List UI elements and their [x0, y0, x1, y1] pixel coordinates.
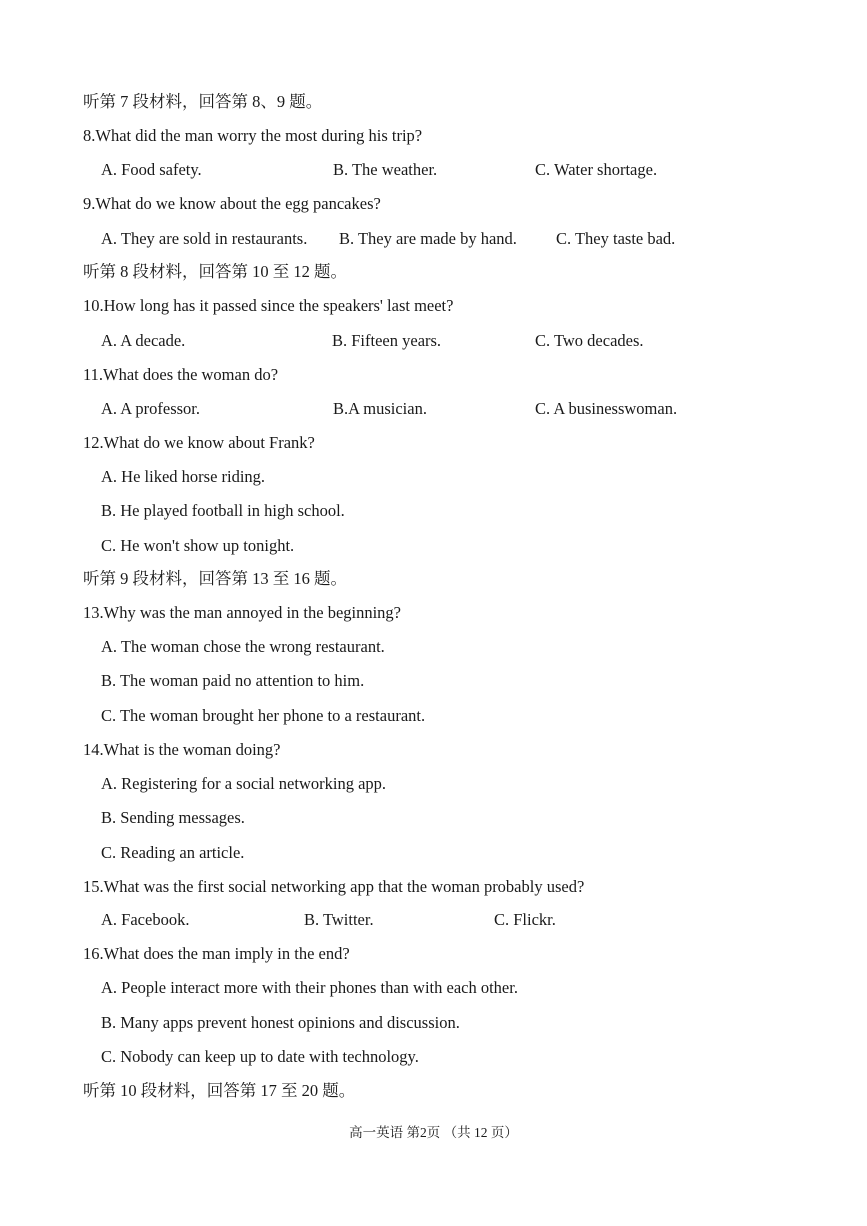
- question-12-option-c: C. He won't show up tonight.: [101, 536, 295, 555]
- question-13-option-c: C. The woman brought her phone to a restaurant.: [101, 706, 426, 725]
- question-12-stem: 12.What do we know about Frank?: [83, 433, 315, 452]
- question-16-option-b: B. Many apps prevent honest opinions and discussion.: [101, 1013, 460, 1032]
- question-13-stem: 13.Why was the man annoyed in the beginning?: [83, 603, 402, 622]
- question-15-option-a: A. Facebook.: [101, 910, 190, 929]
- question-14-option-b: B. Sending messages.: [101, 808, 245, 827]
- question-15-option-b: B. Twitter.: [304, 910, 374, 929]
- question-12-option-b: B. He played football in high school.: [101, 501, 345, 520]
- question-14-stem: 14.What is the woman doing?: [83, 740, 281, 759]
- question-8-option-a: A. Food safety.: [101, 160, 202, 179]
- question-16-stem: 16.What does the man imply in the end?: [83, 944, 350, 963]
- question-10-option-c: C. Two decades.: [535, 331, 644, 350]
- question-9-stem: 9.What do we know about the egg pancakes?: [83, 194, 381, 213]
- question-10-option-a: A. A decade.: [101, 331, 186, 350]
- question-16-option-a: A. People interact more with their phones than with each other.: [101, 978, 518, 997]
- section-heading-8: 听第 8 段材料，回答第 10 至 12 题。: [83, 262, 347, 281]
- question-10-stem: 10.How long has it passed since the speakers' last meet?: [83, 296, 454, 315]
- question-9-option-c: C. They taste bad.: [556, 229, 676, 248]
- question-14-option-c: C. Reading an article.: [101, 843, 245, 862]
- section-heading-7: 听第 7 段材料，回答第 8、9 题。: [83, 92, 323, 111]
- question-11-stem: 11.What does the woman do?: [83, 365, 279, 384]
- question-16-option-c: C. Nobody can keep up to date with technology.: [101, 1047, 419, 1066]
- question-8-stem: 8.What did the man worry the most during his trip?: [83, 126, 423, 145]
- question-15-option-c: C. Flickr.: [494, 910, 556, 929]
- question-8-option-b: B. The weather.: [333, 160, 438, 179]
- section-heading-10: 听第 10 段材料，回答第 17 至 20 题。: [83, 1081, 356, 1100]
- question-13-option-b: B. The woman paid no attention to him.: [101, 671, 365, 690]
- page-footer: 高一英语 第2页 （共 12 页）: [349, 1125, 518, 1140]
- question-12-option-a: A. He liked horse riding.: [101, 467, 266, 486]
- question-14-option-a: A. Registering for a social networking app.: [101, 774, 387, 793]
- question-9-option-b: B. They are made by hand.: [339, 229, 517, 248]
- question-13-option-a: A. The woman chose the wrong restaurant.: [101, 637, 385, 656]
- question-11-option-c: C. A businesswoman.: [535, 399, 678, 418]
- question-8-option-c: C. Water shortage.: [535, 160, 658, 179]
- question-15-stem: 15.What was the first social networking app that the woman probably used?: [83, 877, 585, 896]
- question-11-option-b: B.A musician.: [333, 399, 427, 418]
- question-10-option-b: B. Fifteen years.: [332, 331, 442, 350]
- question-11-option-a: A. A professor.: [101, 399, 200, 418]
- question-9-option-a: A. They are sold in restaurants.: [101, 229, 308, 248]
- section-heading-9: 听第 9 段材料，回答第 13 至 16 题。: [83, 569, 347, 588]
